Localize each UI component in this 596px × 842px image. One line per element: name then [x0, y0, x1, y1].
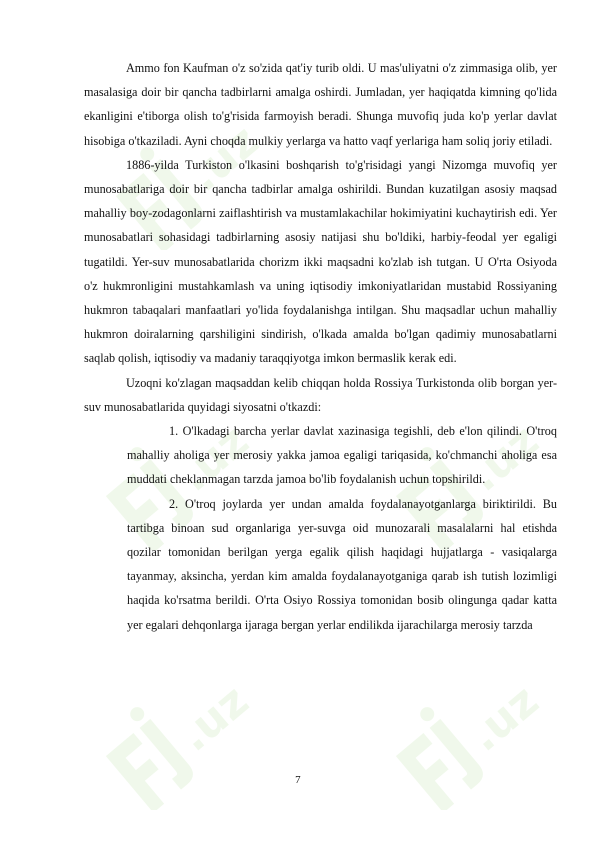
page-number: 7	[295, 774, 301, 786]
paragraph: Ammo fon Kaufman o'z so'zida qat'iy turib oldi. U mas'uliyatni o'z zimmasiga olib, yer masalasiga doir bir qancha tadbirlarni amalga oshirdi. Jumladan, yer haqiqatda kimning qo'lida ekanligini e'tiborga olish to'g'risida farmoyish beradi. Shunga muvofiq juda ko'p yerlar davlat hisobiga o'tkaziladi. Ayni choqda mulkiy yerlarga va hatto vaqf yerlariga ham soliq joriy etiladi.	[84, 61, 557, 148]
document-body	[84, 56, 557, 637]
paragraph: 1886-yilda Turkiston o'lkasini boshqarish to'g'risidagi yangi Nizomga muvofiq yer munosabatlariga doir bir qancha tadbirlar amalga oshirildi. Bundan kuzatilgan asosiy maqsad mahalliy boy-zodagonlarni zaiflashtirish va mustamlakachilar hokimiyatini kuchaytirish edi. Yer munosabatlari sohasidagi tadbirlarning asosiy natijasi shu bo'ldiki, harbiy-feodal yer egaligi tugatildi. Yer-suv munosabatlarida chorizm ikki maqsadni ko'zlab ish tutgan. U O'rta Osiyoda o'z hukmronligini mustahkamlash va uning iqtisodiy imkoniyatlaridan mustabid Rossiyaning hukmron tabaqalari manfaatlari yo'lida foydalanishga intilgan. Shu maqsadlar uchun mahalliy hukmron doiralarning qarshiligini sindirish, o'lkada amalda bo'lgan qadimiy munosabatlarni saqlab qolish, iqtisodiy va madaniy taraqqiyotga imkon bermaslik kerak edi.	[84, 157, 557, 366]
svg-text:.uz: .uz	[459, 415, 549, 502]
svg-text:.uz: .uz	[179, 115, 269, 202]
svg-text:.uz: .uz	[169, 675, 259, 762]
svg-text:.uz: .uz	[459, 675, 549, 762]
list-item: 1. O'lkadagi barcha yerlar davlat xazinasiga tegishli, deb e'lon qilindi. O'troq mahalliy aholiga yer merosiy yakka jamoa egaligi tariqasida, ko'chmanchi aholiga esa muddati cheklanmagan tarzda jamoa bo'lib foydalanish uchun topshirildi.	[127, 424, 557, 487]
paragraph: Uzoqni ko'zlagan maqsaddan kelib chiqqan holda Rossiya Turkistonda olib borgan yer-suv munosabatlarida quyidagi siyosatni o'tkazdi:	[84, 375, 557, 414]
svg-text:.uz: .uz	[169, 415, 259, 502]
list-item: 2. O'troq joylarda yer undan amalda foydalanayotganlarga biriktirildi. Bu tartibga binoan sud organlariga yer-suvga oid munozarali masalalarni hal etishda qozilar tomonidan berilgan yerga egalik qilish haqidagi hujjatlarga - vasiqalarga tayanmay, aksincha, yerdan kim amalda foydalanayotganiga qarab ish tutish lozimligi haqida ko'rsatma berildi. O'rta Osiyo Rossiya tomonidan bosib olingunga qadar katta yer egalari dehqonlarga ijaraga bergan yerlar endilikda ijarachilarga merosiy tarzda	[127, 496, 557, 632]
